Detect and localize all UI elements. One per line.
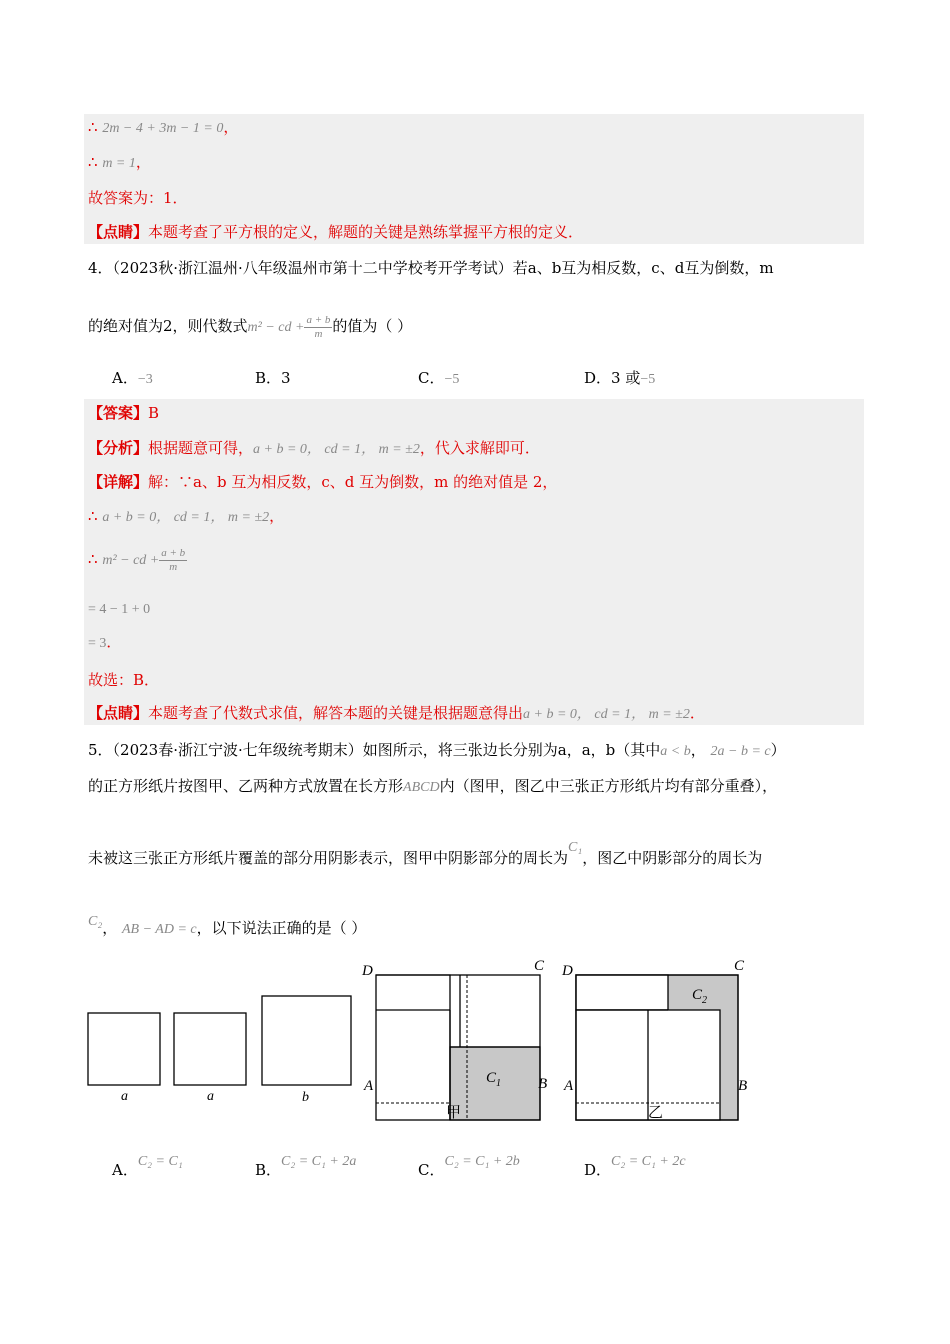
vertex-b-2: B — [738, 1078, 748, 1094]
analysis-line: 【分析】根据题意可得，a + b = 0， cd = 1， m = ±2，代入求解即可． — [88, 439, 540, 457]
label-c2: $C_2$ — [692, 987, 708, 1006]
tip-line: 【点睛】本题考查了代数式求值，解答本题的关键是根据题意得出a + b = 0， cd = 1， m = ±2． — [88, 704, 705, 722]
vertex-b: B — [538, 1076, 548, 1092]
square-b — [262, 996, 351, 1085]
vertex-d: D — [362, 963, 373, 979]
math-expression: a + b = 0， cd = 1， m = ±2 — [253, 442, 420, 457]
option-c[interactable]: C．−5 — [418, 369, 460, 387]
question-4-stem — [88, 258, 774, 278]
caption-yi: 乙 — [648, 1105, 664, 1121]
fraction: $\frac{a + b}{m}$ — [306, 313, 331, 340]
option-d[interactable]: D．C₂ = C₁ + 2c — [584, 1154, 686, 1179]
detail-line: 【详解】解：∵a、b 互为相反数，c、d 互为倒数，m 的绝对值是 2， — [88, 473, 558, 491]
question-4-stem-line2 — [88, 308, 412, 346]
fraction: $\frac{a + b}{m}$ — [161, 546, 186, 573]
label-c1: $C_1$ — [486, 1070, 502, 1089]
option-a[interactable]: A．C₂ = C₁ — [112, 1154, 183, 1179]
tip-tag: 【点睛】 — [88, 223, 149, 241]
label-a-2: a — [207, 1089, 214, 1104]
math-expression: 2m − 4 + 3m − 1 = 0 — [102, 121, 224, 136]
solution-line: = 4 − 1 + 0 — [88, 602, 151, 617]
tip-line — [88, 222, 583, 242]
question-number: 4． — [88, 259, 113, 277]
math-expression: m² − cd + — [247, 320, 305, 335]
solution-line: = 3． — [88, 633, 122, 651]
square-a-2 — [174, 1013, 246, 1085]
math-expression: m² − cd + — [102, 553, 160, 568]
solution-line: ∴ m² − cd + $\frac{a + b}{m}$ — [88, 546, 186, 573]
question-5-line2: 的正方形纸片按图甲、乙两种方式放置在长方形ABCD内（图甲，图乙中三张正方形纸片均有部分重叠）， — [88, 777, 778, 795]
figure-jia — [376, 975, 540, 1120]
label-a-1: a — [121, 1089, 128, 1104]
vertex-d-2: D — [562, 963, 573, 979]
math-expression: a + b = 0， cd = 1， m = ±2 — [102, 510, 270, 525]
choose-line: 故选：B． — [88, 671, 160, 689]
vertex-c: C — [534, 958, 545, 974]
math-expression: a + b = 0， cd = 1， m = ±2 — [523, 707, 690, 722]
square-a-1 — [88, 1013, 160, 1085]
question-source: （2023秋·浙江温州·八年级温州市第十二中学校考开学考试） — [112, 259, 513, 277]
question-5-figure — [80, 955, 780, 1125]
caption-jia: 甲 — [446, 1105, 462, 1121]
question-text: 若a、b互为相反数，c、d互为倒数，m — [512, 259, 774, 277]
question-text: 的绝对值为2，则代数式 — [88, 317, 248, 335]
option-b[interactable]: B．3 — [255, 369, 291, 387]
option-b[interactable]: B．C₂ = C₁ + 2a — [255, 1154, 357, 1179]
tip-text: 本题考查了平方根的定义，解题的关键是熟练掌握平方根的定义． — [148, 223, 584, 241]
solution-line: ∴ m = 1， — [88, 153, 151, 171]
question-5-line3: 未被这三张正方形纸片覆盖的部分用阴影表示，图甲中阴影部分的周长为C₁，图乙中阴影部分的周长为 — [88, 840, 763, 867]
answer-line: 【答案】B — [88, 404, 160, 422]
answer-line: 故答案为：1． — [88, 189, 188, 207]
option-a[interactable]: A．−3 — [112, 369, 153, 387]
label-b: b — [302, 1090, 309, 1105]
vertex-a: A — [364, 1078, 374, 1094]
option-c[interactable]: C．C₂ = C₁ + 2b — [418, 1154, 520, 1179]
question-5-line4: C₂， AB − AD = c，以下说法正确的是（ ） — [88, 914, 367, 937]
option-d[interactable]: D．3 或−5 — [584, 369, 656, 387]
figure-yi — [576, 975, 738, 1120]
math-expression: m = 1 — [102, 156, 136, 171]
vertex-a-2: A — [564, 1078, 574, 1094]
solution-line: ∴ 2m − 4 + 3m − 1 = 0， — [88, 118, 239, 136]
question-text: 的值为（ ） — [332, 317, 413, 335]
question-5-stem: 5．（2023春·浙江宁波·七年级统考期末）如图所示，将三张边长分别为a，a，b（其中a < b， 2a − b = c） — [88, 741, 786, 759]
solution-line: ∴ a + b = 0， cd = 1， m = ±2， — [88, 507, 285, 525]
vertex-c-2: C — [734, 958, 745, 974]
